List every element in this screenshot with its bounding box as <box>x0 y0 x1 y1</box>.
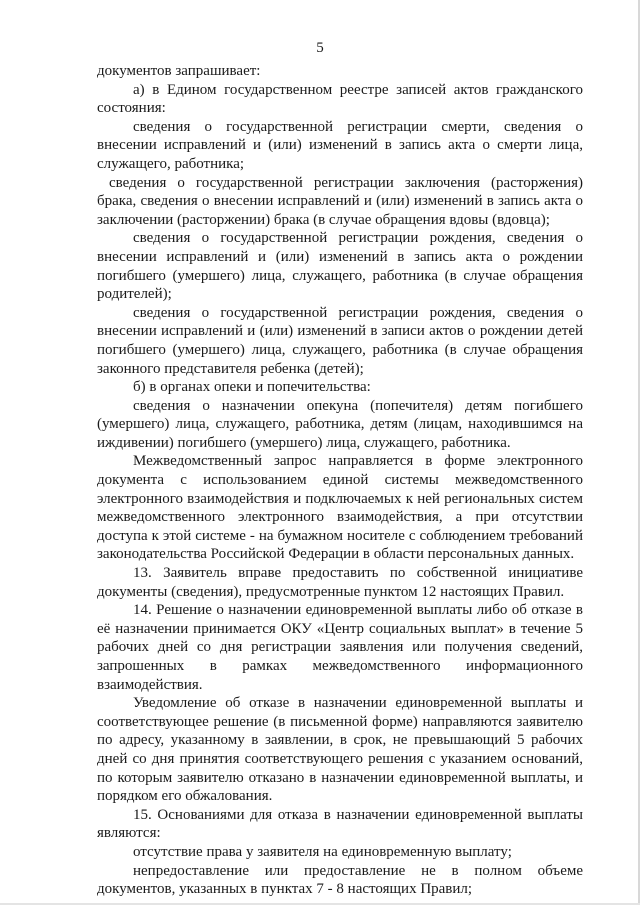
paragraph-documents-requested: документов запрашивает: <box>97 63 261 79</box>
paragraph-death-registration: сведения о государственной регистрации смерти, сведения о внесении исправлений и (или) изменений в запись акта о смерти лица, служащего, работника; <box>97 118 583 172</box>
paragraph-incomplete-documents: непредоставление или предоставление не в полном объеме документов, указанных в пунктах 7 - 8 настоящих Правил; <box>97 862 583 898</box>
paragraph-birth-registration-children: сведения о государственной регистрации рождения, сведения о внесении исправлений и (или) изменений в записи актов о рождении детей погибшего (умершего) лица, служащего, работника (в случае обращения законного представителя ребенка (детей); <box>97 304 583 377</box>
page-number: 5 <box>316 40 324 56</box>
paragraph-clause-13: 13. Заявитель вправе предоставить по собственной инициативе документы (сведения), предусмотренные пунктом 12 настоящих Правил. <box>97 565 583 600</box>
paragraph-clause-15: 15. Основаниями для отказа в назначении единовременной выплаты являются: <box>97 806 583 842</box>
paragraph-civil-registry: а) в Едином государственном реестре записей актов гражданского состояния: <box>97 81 583 117</box>
paragraph-interagency-request: Межведомственный запрос направляется в форме электронного документа с использованием единой системы межведомственного электронного взаимодействия и подключаемых к ней региональных систем межведомственного электронного взаимодействия, а при отсутствии доступа к этой системе - на бумажном носителе с соблюдением требований законодательства Российской Федерации в области персональных данных. <box>97 453 583 563</box>
paragraph-birth-registration-parents: сведения о государственной регистрации рождения, сведения о внесении исправлений и (или) изменений в запись акта о рождении погибшего (умершего) лица, служащего, работника (в случае обращения родителей); <box>97 230 583 303</box>
paragraph-guardianship-authorities: б) в органах опеки и попечительства: <box>133 379 371 396</box>
paragraph-marriage-registration: сведения о государственной регистрации заключения (расторжения) брака, сведения о внесении исправлений и (или) изменений в запись акта о заключении (расторжении) брака (в случае обращения вдовы (вдовца); <box>97 174 583 228</box>
document-body <box>97 62 583 899</box>
paragraph-no-right: отсутствие права у заявителя на единовременную выплату; <box>133 843 512 860</box>
paragraph-clause-14: 14. Решение о назначении единовременной выплаты либо об отказе в её назначении принимается ОКУ «Центр социальных выплат» в течение 5 рабочих дней со дня регистрации заявления или получения сведений, запрошенных в рамках межведомственного информационного взаимодействия. <box>97 602 583 693</box>
paragraph-guardian-appointment: сведения о назначении опекуна (попечителя) детям погибшего (умершего) лица, служащего, работника, детям (лицам, находившимся на иждивении) погибшего (умершего) лица, служащего, работника. <box>97 397 583 451</box>
paragraph-refusal-notice: Уведомление об отказе в назначении единовременной выплаты и соответствующее решение (в письменной форме) направляются заявителю по адресу, указанному в заявлении, в срок, не превышающий 5 рабочих дней со дня принятия соответствующего решения с указанием оснований, по которым заявителю отказано в назначении единовременной выплаты, и порядком его обжалования. <box>97 695 583 805</box>
